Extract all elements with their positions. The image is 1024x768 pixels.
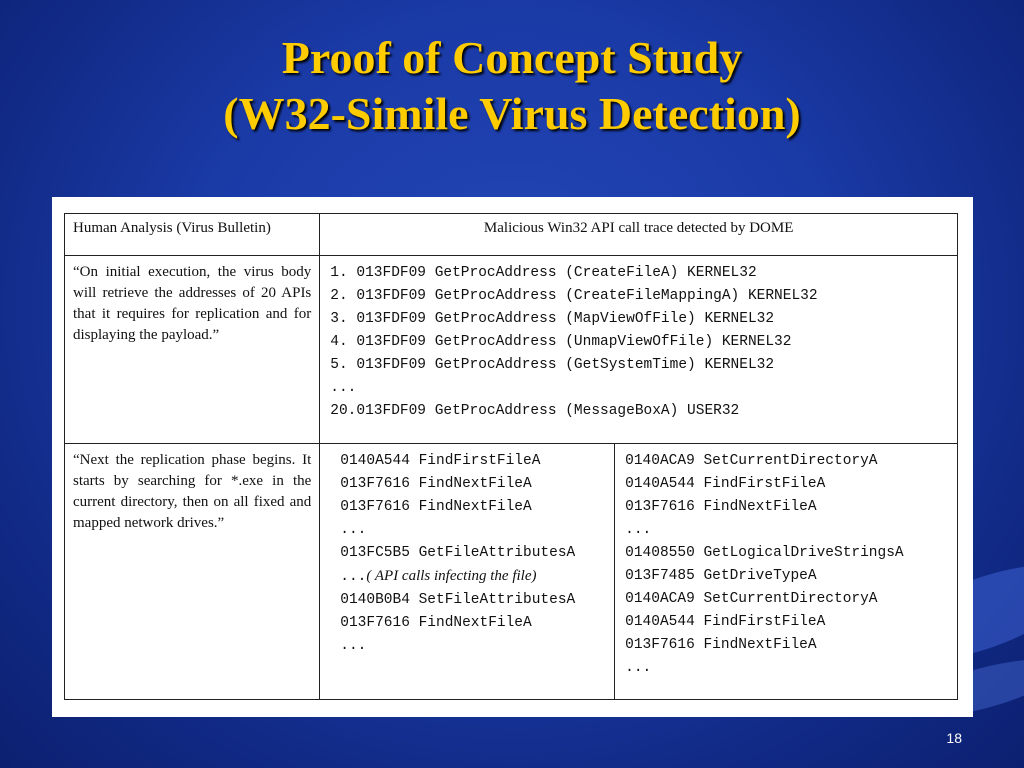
trace-note: ( API calls infecting the file) — [366, 568, 537, 584]
slide-page-number: 18 — [946, 730, 962, 746]
trace-line: 013F7485 GetDriveTypeA — [625, 568, 817, 584]
header-human-analysis: Human Analysis (Virus Bulletin) — [65, 214, 320, 256]
trace-line: 0140B0B4 SetFileAttributesA — [340, 592, 576, 608]
row2-human-analysis: “Next the replication phase begins. It starts by searching for *.exe in the current directory, then on all fixed and mapped network drives.” — [65, 444, 320, 700]
row2-api-trace-right — [615, 444, 958, 700]
table-image-panel — [52, 197, 973, 717]
trace-line: 013FC5B5 GetFileAttributesA — [340, 545, 576, 561]
trace-line: 2. 013FDF09 GetProcAddress (CreateFileMappingA) KERNEL32 — [330, 288, 818, 304]
header-api-trace: Malicious Win32 API call trace detected by DOME — [320, 214, 958, 256]
table-row — [65, 444, 958, 700]
trace-line: ... — [340, 638, 367, 654]
trace-line: 0140ACA9 SetCurrentDirectoryA — [625, 453, 878, 469]
trace-line: ... — [340, 522, 367, 538]
trace-line: 0140ACA9 SetCurrentDirectoryA — [625, 591, 878, 607]
trace-line: 013F7616 FindNextFileA — [340, 499, 532, 515]
trace-line: ... — [625, 522, 652, 538]
trace-line: 013F7616 FindNextFileA — [340, 476, 532, 492]
trace-line: 0140A544 FindFirstFileA — [340, 453, 541, 469]
trace-line: 1. 013FDF09 GetProcAddress (CreateFileA) KERNEL32 — [330, 265, 757, 281]
comparison-table — [64, 213, 958, 700]
table-row — [65, 256, 958, 444]
trace-line: 0140A544 FindFirstFileA — [625, 614, 826, 630]
trace-line: 013F7616 FindNextFileA — [625, 499, 817, 515]
trace-line: 01408550 GetLogicalDriveStringsA — [625, 545, 904, 561]
title-line-1: Proof of Concept Study — [281, 32, 743, 83]
row1-api-trace — [320, 256, 958, 444]
table-header-row — [65, 214, 958, 256]
trace-line: 013F7616 FindNextFileA — [340, 615, 532, 631]
trace-line: 4. 013FDF09 GetProcAddress (UnmapViewOfFile) KERNEL32 — [330, 334, 792, 350]
trace-line: 013F7616 FindNextFileA — [625, 637, 817, 653]
slide-title — [0, 30, 1024, 142]
title-line-2: (W32-Simile Virus Detection) — [223, 88, 801, 139]
trace-line: 5. 013FDF09 GetProcAddress (GetSystemTime) KERNEL32 — [330, 357, 775, 373]
trace-line: 20.013FDF09 GetProcAddress (MessageBoxA) USER32 — [330, 403, 740, 419]
trace-ellipsis: ... — [340, 569, 367, 585]
trace-line: 3. 013FDF09 GetProcAddress (MapViewOfFile) KERNEL32 — [330, 311, 775, 327]
trace-line: ... — [625, 660, 652, 676]
trace-line: 0140A544 FindFirstFileA — [625, 476, 826, 492]
trace-line — [340, 565, 604, 589]
row2-api-trace-left — [320, 444, 615, 700]
trace-line: ... — [330, 380, 357, 396]
row1-human-analysis: “On initial execution, the virus body will retrieve the addresses of 20 APIs that it requires for replication and for displaying the payload.” — [65, 256, 320, 444]
